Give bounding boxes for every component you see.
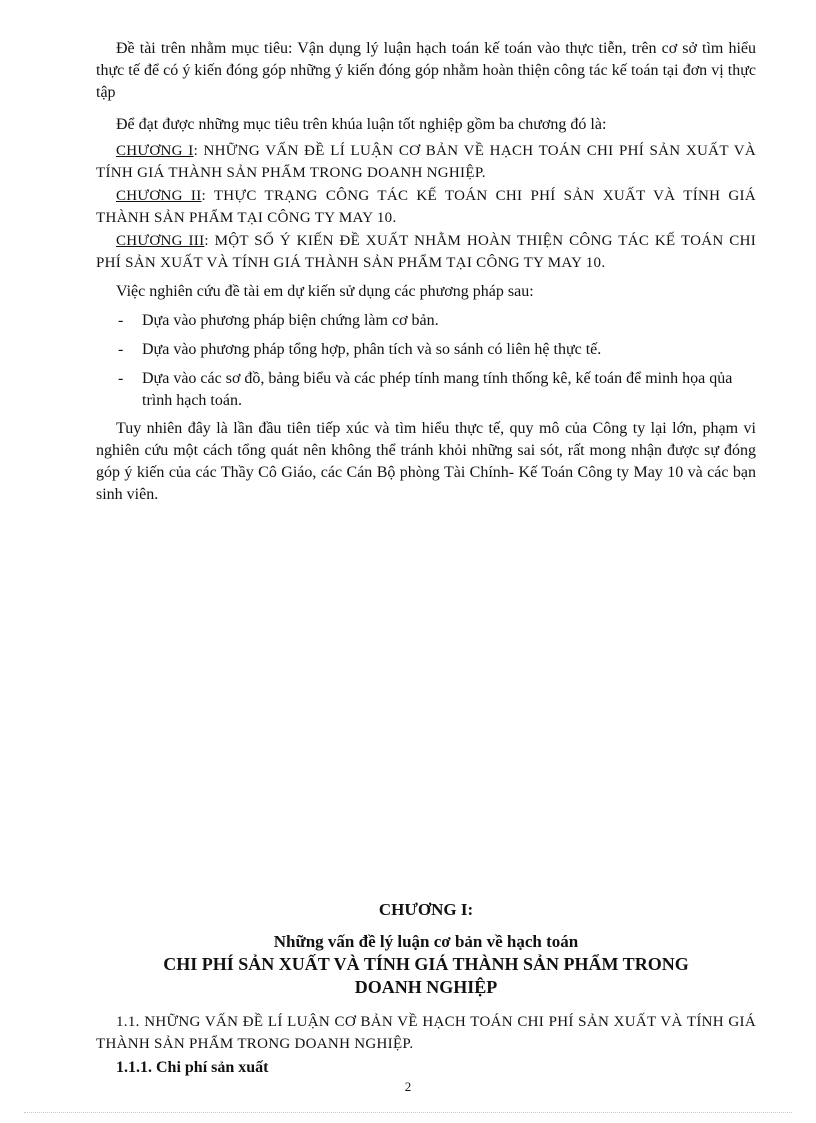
method-text: Dựa vào phương pháp biện chứng làm cơ bản. — [142, 312, 439, 329]
chapter-2-entry — [96, 185, 756, 229]
methods-lead: Việc nghiên cứu đề tài em dự kiến sử dụng các phương pháp sau: — [116, 283, 534, 300]
chapter-2-label: CHƯƠNG II — [116, 188, 202, 204]
bullet-dash: - — [118, 370, 124, 387]
bullet-dash: - — [118, 341, 124, 358]
chapter-1-label: CHƯƠNG I — [116, 143, 194, 159]
chapter-1-entry — [96, 140, 756, 184]
chapter-3-label: CHƯƠNG III — [116, 233, 205, 249]
section-1-1-heading: 1.1. NHỮNG VẤN ĐỀ LÍ LUẬN CƠ BẢN VỀ HẠCH TOÁN CHI PHÍ SẢN XUẤT VÀ TÍNH GIÁ THÀNH SẢN PHẨM TRONG DOANH NGHIỆP. — [96, 1014, 756, 1052]
objective-paragraph: Đề tài trên nhằm mục tiêu: Vận dụng lý luận hạch toán kế toán vào thực tiễn, trên cơ sở tìm hiểu thực tế để có ý kiến đóng góp những ý kiến đóng góp nhằm hoàn thiện công tác kế toán tại đơn vị thực tập — [96, 40, 756, 101]
method-text: Dựa vào phương pháp tổng hợp, phân tích và so sánh có liên hệ thực tế. — [142, 341, 602, 358]
chapter-3-entry — [96, 230, 756, 274]
closing-paragraph: Tuy nhiên đây là lần đầu tiên tiếp xúc và tìm hiểu thực tế, quy mô của Công ty lại lớn, phạm vi nghiên cứu một cách tổng quát nên không thể tránh khỏi những sai sót, rất mong nhận được sự đóng góp ý kiến của các Thầy Cô Giáo, các Cán Bộ phòng Tài Chính- Kế Toán Công ty May 10 và các bạn sinh viên. — [96, 420, 756, 503]
chapter-1-text: : NHỮNG VẤN ĐỀ LÍ LUẬN CƠ BẢN VỀ HẠCH TOÁN CHI PHÍ SẢN XUẤT VÀ TÍNH GIÁ THÀNH SẢN PHẨM TRONG DOANH NGHIỆP. — [96, 143, 757, 181]
section-1-1-1-heading: 1.1.1. Chi phí sản xuất — [116, 1059, 269, 1076]
bullet-dash: - — [118, 312, 124, 329]
chapter-subtitle: Những vấn đề lý luận cơ bản về hạch toán — [273, 932, 579, 951]
chapter-title: CHI PHÍ SẢN XUẤT VÀ TÍNH GIÁ THÀNH SẢN PHẨM TRONG DOANH NGHIỆP — [163, 954, 689, 997]
structure-paragraph: Để đạt được những mục tiêu trên khúa luận tốt nghiệp gồm ba chương đó là: — [116, 116, 607, 133]
chapter-heading: CHƯƠNG I: — [378, 900, 474, 919]
chapter-3-text: : MỘT SỐ Ý KIẾN ĐỀ XUẤT NHẰM HOÀN THIỆN CÔNG TÁC KẾ TOÁN CHI PHÍ SẢN XUẤT VÀ TÍNH GIÁ THÀNH SẢN PHẨM TẠI CÔNG TY MAY 10. — [96, 233, 757, 271]
chapter-2-text: : THỰC TRẠNG CÔNG TÁC KẾ TOÁN CHI PHÍ SẢN XUẤT VÀ TÍNH GIÁ THÀNH SẢN PHẨM TẠI CÔNG TY MAY 10. — [96, 188, 756, 226]
method-text: Dựa vào các sơ đồ, bảng biểu và các phép tính mang tính thống kê, kế toán để minh họa qủa trình hạch toán. — [142, 370, 733, 409]
page-break-rule — [24, 1112, 792, 1113]
page-number: 2 — [404, 1079, 412, 1094]
